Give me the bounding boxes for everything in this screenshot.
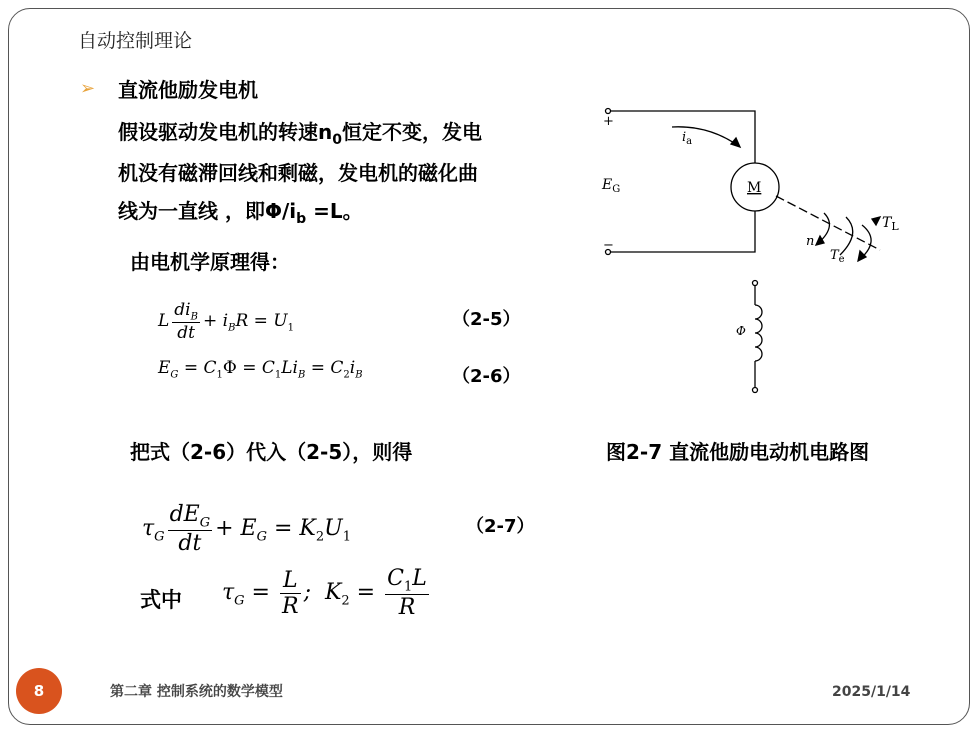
motor-label: M [747, 180, 762, 196]
wire-bottom [610, 211, 755, 252]
equation-2-5-number: （2-5） [452, 309, 521, 330]
field-terminal-top [753, 281, 758, 286]
equation-2-5: L $\frac{di_B}{dt}$ + $i_BR = U_1$ [158, 300, 294, 344]
bullet-arrow-icon: ➢ [80, 78, 96, 99]
ia-label: $i_a$ [682, 130, 693, 147]
field-coil-icon [755, 305, 762, 361]
para-line-3: 线为一直线 ，即$\Phi/i_b =L$。 [118, 199, 363, 227]
page-number-badge: 8 [16, 668, 62, 714]
para-line-1: 假设驱动发电机的转速$n_0$恒定不变，发电 [118, 120, 482, 148]
phi-label: Φ [736, 324, 746, 338]
equation-2-7: $\tau_G$ $\frac{dE_G}{dt}$ + $E_G = K_2U_1$ [142, 502, 351, 557]
footer-date: 2025/1/14 [832, 684, 911, 700]
circuit-diagram [590, 95, 920, 405]
footer-chapter: 第二章 控制系统的数学模型 [110, 684, 283, 700]
where-label: 式中 [140, 588, 182, 612]
slide-header: 自动控制理论 [78, 30, 193, 52]
tl-label: $T_L$ [882, 215, 899, 233]
terminal-top [606, 109, 611, 114]
te-label: $T_e$ [830, 248, 845, 265]
field-terminal-bottom [753, 388, 758, 393]
plus-sign: + [603, 114, 614, 129]
para-line-2: 机没有磁滞回线和剩磁，发电机的磁化曲 [118, 161, 478, 185]
equation-2-6-number: （2-6） [452, 366, 521, 387]
substitution-text: 把式（2-6）代入（2-5），则得 [130, 440, 413, 464]
torque-arc-2 [840, 217, 853, 255]
bullet-title: 直流他励发电机 [118, 78, 258, 102]
description-paragraph [118, 113, 482, 233]
motor-shaft [776, 196, 880, 250]
definitions-formula: $\tau_G$ = $\frac{L}{R}$ ; $K_2$ = $\frac{C_1L}{R}$ [222, 566, 427, 621]
eg-label: $E_G$ [602, 177, 621, 195]
minus-sign: − [603, 238, 614, 253]
figure-caption: 图2-7 直流他励电动机电路图 [606, 440, 870, 464]
n-label: n [806, 234, 815, 249]
equation-2-6: $E_G = C_1\Phi = C_1Li_B = C_2i_B$ [158, 358, 363, 381]
derivation-subtitle: 由电机学原理得： [130, 250, 290, 274]
equation-2-7-number: （2-7） [466, 516, 535, 537]
